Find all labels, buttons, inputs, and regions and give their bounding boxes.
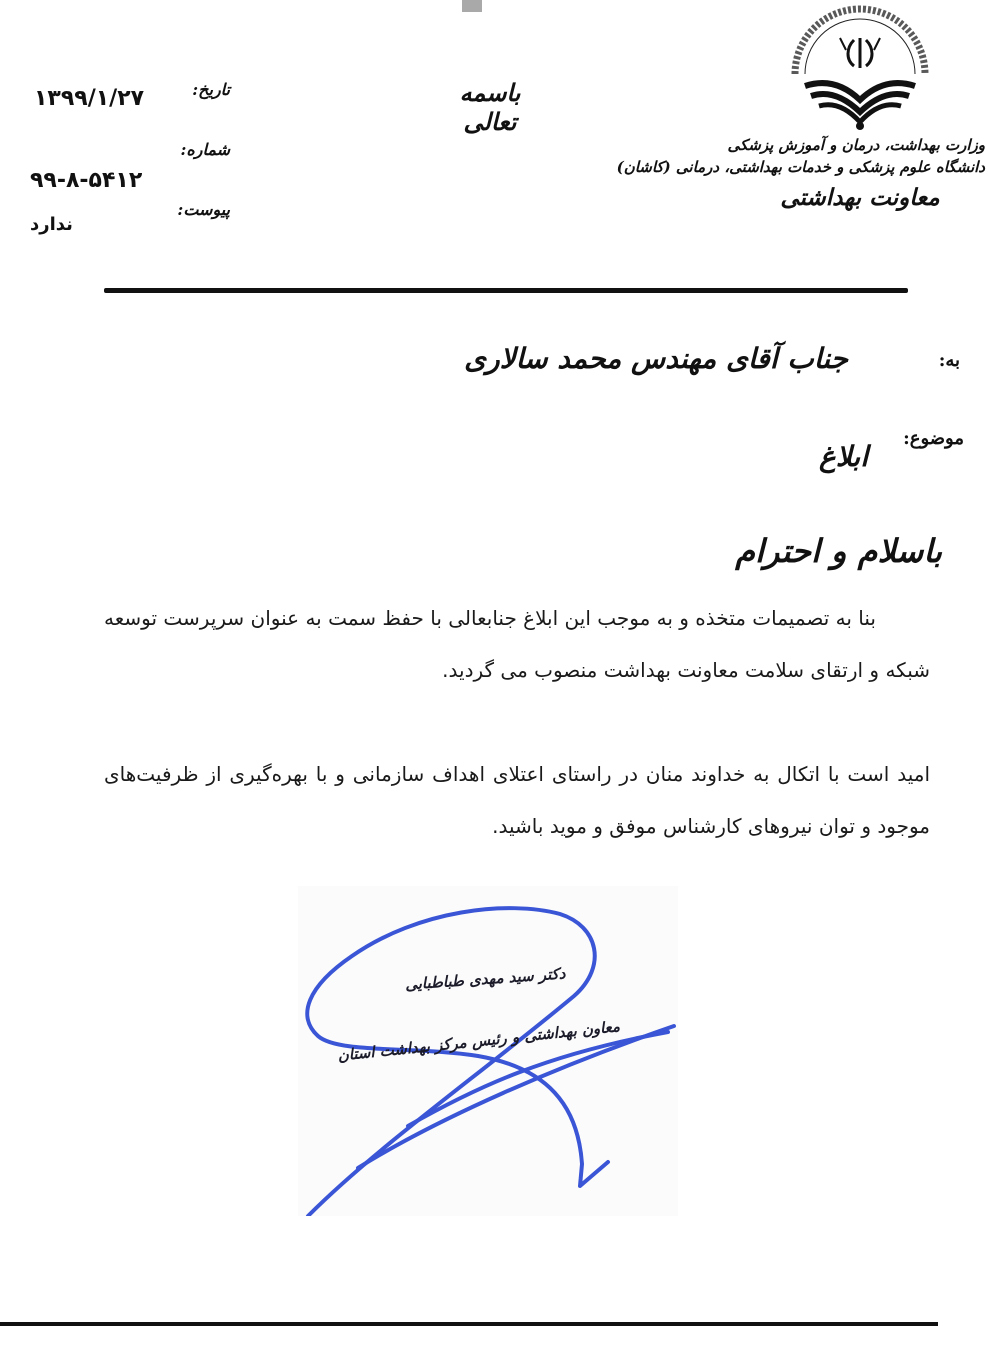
recipient-name: جناب آقای مهندس محمد سالاری (464, 342, 848, 375)
attachment-value: ندارد (30, 214, 73, 235)
basmala-heading: باسمه تعالی (459, 78, 521, 136)
body-paragraph-2: امید است با اتکال به خداوند منان در راستای اعتلای اهداف سازمانی و با بهره‌گیری از ظرفیت‌های موجود و توان نیروهای کارشناس موفق و موید باشید. (104, 762, 930, 838)
number-label: شماره: (180, 140, 230, 159)
date-value: ۱۳۹۹/۱/۲۷ (34, 86, 145, 111)
number-value: ۹۹-۸-۵۴۱۲ (30, 168, 143, 193)
date-label: تاریخ: (192, 80, 230, 99)
signatory-title: معاون بهداشتی و رئیس مرکز بهداشت استان (336, 1017, 621, 1065)
deputy-title: معاونت بهداشتی (780, 184, 940, 211)
subject-text: ابلاغ (819, 440, 868, 473)
top-edge-mark (462, 0, 482, 12)
signature-area (298, 886, 678, 1216)
subject-label: موضوع: (903, 428, 964, 449)
header-divider (104, 288, 908, 293)
letterhead-logo-block (616, 4, 985, 269)
signatory-name: دکتر سید مهدی طباطبایی (404, 964, 567, 994)
university-emblem-icon (785, 4, 935, 134)
university-full-name: دانشگاه علوم پزشکی و خدمات بهداشتی، درمانی (کاشان) (616, 158, 985, 176)
greeting: باسلام و احترام (735, 532, 942, 570)
footer-divider (0, 1322, 938, 1326)
to-label: به: (938, 350, 960, 371)
attachment-label: پیوست: (177, 200, 230, 219)
ministry-name: وزارت بهداشت، درمان و آموزش پزشکی (727, 136, 985, 154)
body-paragraph-1: بنا به تصمیمات متخذه و به موجب این ابلاغ جنابعالی با حفظ سمت به عنوان سرپرست توسعه شبکه و ارتقای سلامت معاونت بهداشت منصوب می گردید. (104, 606, 930, 682)
